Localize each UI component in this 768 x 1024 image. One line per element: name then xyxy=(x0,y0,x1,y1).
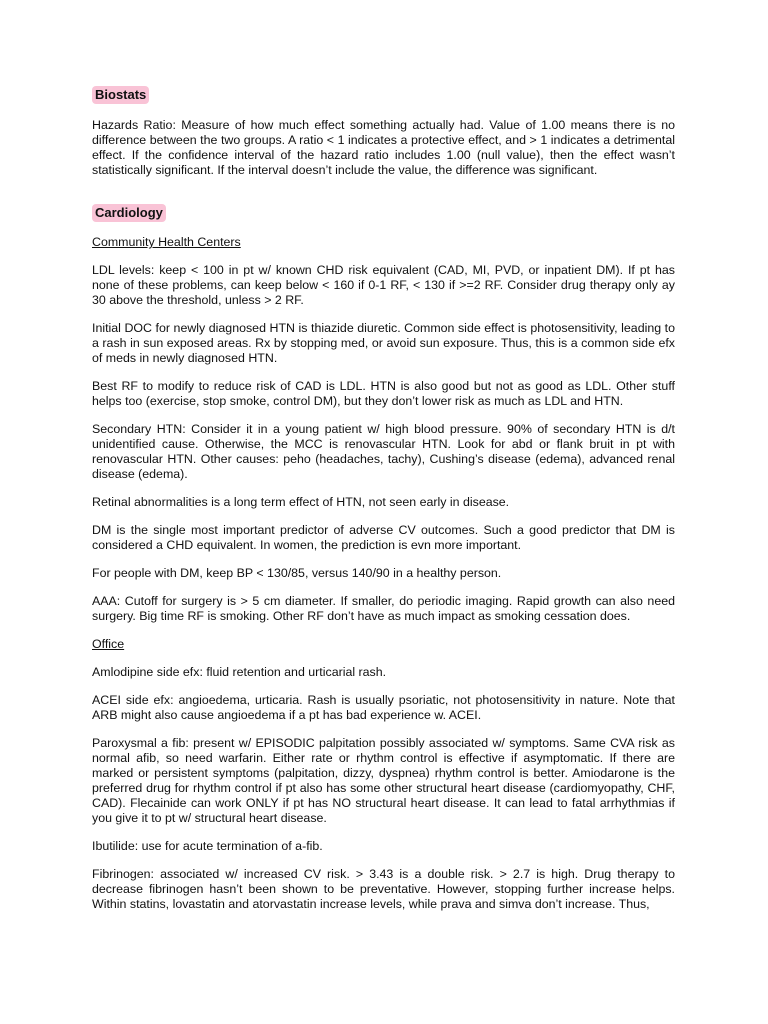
subheading-office: Office xyxy=(92,637,125,651)
paragraph-acei: ACEI side efx: angioedema, urticaria. Rash is usually psoriatic, not photosensitivity in nature. Note that ARB might also cause angioedema if a pt has bad experience w. ACEI. xyxy=(92,693,675,722)
document-page xyxy=(92,86,675,912)
paragraph-secondary-htn: Secondary HTN: Consider it in a young patient w/ high blood pressure. 90% of secondary HTN is d/t unidentified cause. Otherwise, the MCC is renovascular HTN. Look for abd or flank bruit in pt with renovascular HTN. Other causes: peho (headaches, tachy), Cushing’s disease (edema), advanced renal disease (edema). xyxy=(92,422,675,481)
paragraph-initial-doc-htn: Initial DOC for newly diagnosed HTN is thiazide diuretic. Common side effect is photosensitivity, leading to a rash in sun exposed areas. Rx by stopping med, or avoid sun exposure. Thus, this is a common side efx of meds in newly diagnosed HTN. xyxy=(92,321,675,365)
section-heading-biostats: Biostats xyxy=(92,86,149,104)
paragraph-best-rf-cad: Best RF to modify to reduce risk of CAD is LDL. HTN is also good but not as good as LDL. Other stuff helps too (exercise, stop smoke, control DM), but they don’t lower risk as much as LDL and HTN. xyxy=(92,379,675,408)
paragraph-ldl-levels: LDL levels: keep < 100 in pt w/ known CHD risk equivalent (CAD, MI, PVD, or inpatient DM). If pt has none of these problems, can keep below < 160 if 0-1 RF, < 130 if >=2 RF. Consider drug therapy only ay 30 above the threshold, unless > 2 RF. xyxy=(92,263,675,307)
paragraph-hazards-ratio: Hazards Ratio: Measure of how much effect something actually had. Value of 1.00 means there is no difference between the two groups. A ratio < 1 indicates a protective effect, and > 1 indicates a detrimental effect. If the confidence interval of the hazard ratio includes 1.00 (null value), then the effect wasn’t statistically significant. If the interval doesn’t include the value, the difference was significant. xyxy=(92,118,675,177)
paragraph-amlodipine: Amlodipine side efx: fluid retention and urticarial rash. xyxy=(92,665,387,679)
paragraph-paroxysmal-afib: Paroxysmal a fib: present w/ EPISODIC palpitation possibly associated w/ symptoms. Same CVA risk as normal afib, so need warfarin. Either rate or rhythm control is effective if asymptomatic. If there are marked or persistent symptoms (palpitation, dizzy, dyspnea) rhythm control is better. Amiodarone is the preferred drug for rhythm control if pt also has some other structural heart disease (cardiomyopathy, CHF, CAD). Flecainide can work ONLY if pt has NO structural heart disease. It can lead to fatal arrhythmias if you give it to pt w/ structural heart disease. xyxy=(92,736,675,825)
subheading-community-health-centers: Community Health Centers xyxy=(92,235,241,249)
paragraph-fibrinogen: Fibrinogen: associated w/ increased CV risk. > 3.43 is a double risk. > 2.7 is high. Drug therapy to decrease fibrinogen hasn’t been shown to be preventative. However, stopping further increase helps. Within statins, lovastatin and atorvastatin increase levels, while prava and simva don’t increase. Thus, xyxy=(92,867,675,911)
section-heading-cardiology: Cardiology xyxy=(92,204,166,222)
paragraph-aaa: AAA: Cutoff for surgery is > 5 cm diameter. If smaller, do periodic imaging. Rapid growth can also need surgery. Big time RF is smoking. Other RF don’t have as much impact as smoking cessation does. xyxy=(92,594,675,623)
paragraph-ibutilide: Ibutilide: use for acute termination of a-fib. xyxy=(92,839,323,853)
paragraph-retinal-abnormalities: Retinal abnormalities is a long term effect of HTN, not seen early in disease. xyxy=(92,495,510,509)
paragraph-dm-bp: For people with DM, keep BP < 130/85, versus 140/90 in a healthy person. xyxy=(92,566,502,580)
paragraph-dm-predictor: DM is the single most important predictor of adverse CV outcomes. Such a good predictor that DM is considered a CHD equivalent. In women, the prediction is evn more important. xyxy=(92,523,675,552)
